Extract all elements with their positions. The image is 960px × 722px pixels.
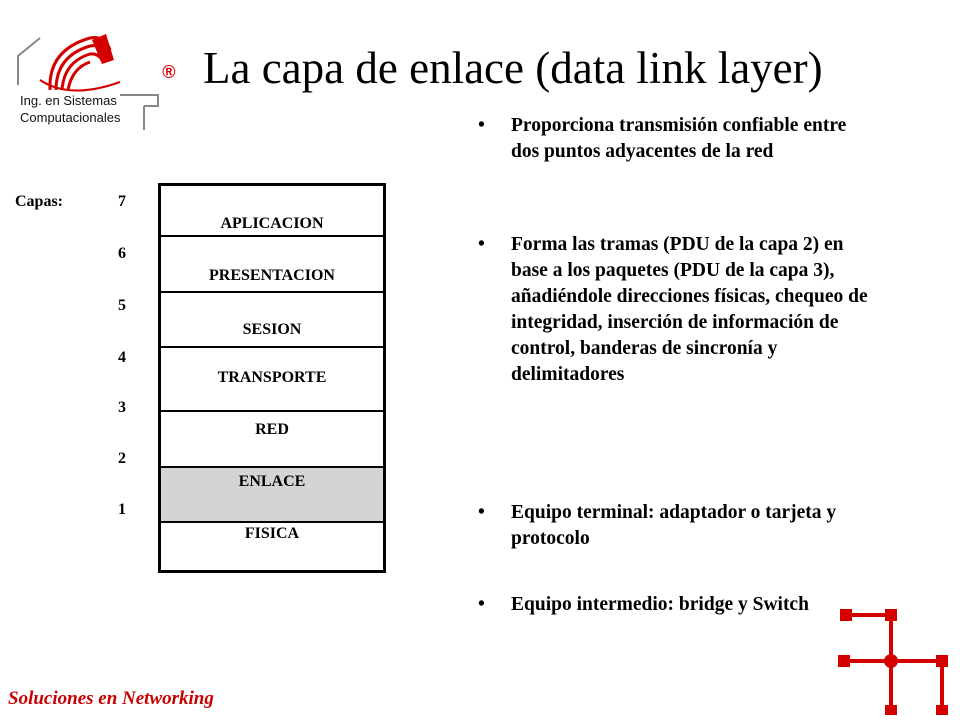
layer-number-7: 7 <box>118 193 126 210</box>
layer-presentacion <box>161 235 383 291</box>
bullet-marker: • <box>478 115 485 136</box>
layer-name: PRESENTACION <box>209 267 335 284</box>
registered-mark: ® <box>162 62 176 82</box>
bullet-text: Equipo intermedio: bridge y Switch <box>511 594 809 615</box>
layer-name: ENLACE <box>238 473 306 490</box>
bullet-item <box>478 113 878 165</box>
layer-fisica <box>161 521 383 570</box>
bullet-text: Proporciona transmisión confiable entre dos puntos adyacentes de la red <box>511 115 847 162</box>
bullet-item <box>478 232 878 388</box>
layer-number-6: 6 <box>118 245 126 262</box>
bullet-marker: • <box>478 502 485 523</box>
bullet-marker: • <box>478 594 485 615</box>
bullet-text: Forma las tramas (PDU de la capa 2) en base a los paquetes (PDU de la capa 3), añadiéndole direcciones físicas, chequeo de integridad, inserción de información de control, banderas de sincronía y delimitadores <box>511 234 868 385</box>
layer-sesion <box>161 291 383 346</box>
bullet-item <box>478 500 878 552</box>
network-topology-icon <box>836 605 956 717</box>
layer-number-4: 4 <box>118 349 126 366</box>
bullet-marker: • <box>478 234 485 255</box>
layer-name: RED <box>255 421 289 438</box>
layer-name: APLICACION <box>220 215 324 232</box>
network-graphic <box>836 605 956 717</box>
bullet-item <box>478 592 878 618</box>
layer-transporte <box>161 346 383 410</box>
logo-line-2: Computacionales <box>20 110 121 125</box>
page-title: La capa de enlace (data link layer) <box>203 43 823 93</box>
layer-number-2: 2 <box>118 450 126 467</box>
osi-layer-stack <box>158 183 386 573</box>
layer-aplicacion <box>161 186 383 235</box>
bullet-text: Equipo terminal: adaptador o tarjeta y protocolo <box>511 502 837 549</box>
layer-number-1: 1 <box>118 501 126 518</box>
logo-line-1: Ing. en Sistemas <box>20 93 117 108</box>
layers-label: Capas: <box>15 193 64 210</box>
layer-name: TRANSPORTE <box>217 369 327 386</box>
layer-enlace <box>161 466 383 521</box>
layer-name: SESION <box>242 321 302 338</box>
layer-name: FISICA <box>244 525 300 542</box>
layer-number-3: 3 <box>118 399 126 416</box>
footer-caption: Soluciones en Networking <box>8 688 214 709</box>
layer-red <box>161 410 383 466</box>
layer-number-5: 5 <box>118 297 126 314</box>
logo-caption <box>20 92 160 126</box>
